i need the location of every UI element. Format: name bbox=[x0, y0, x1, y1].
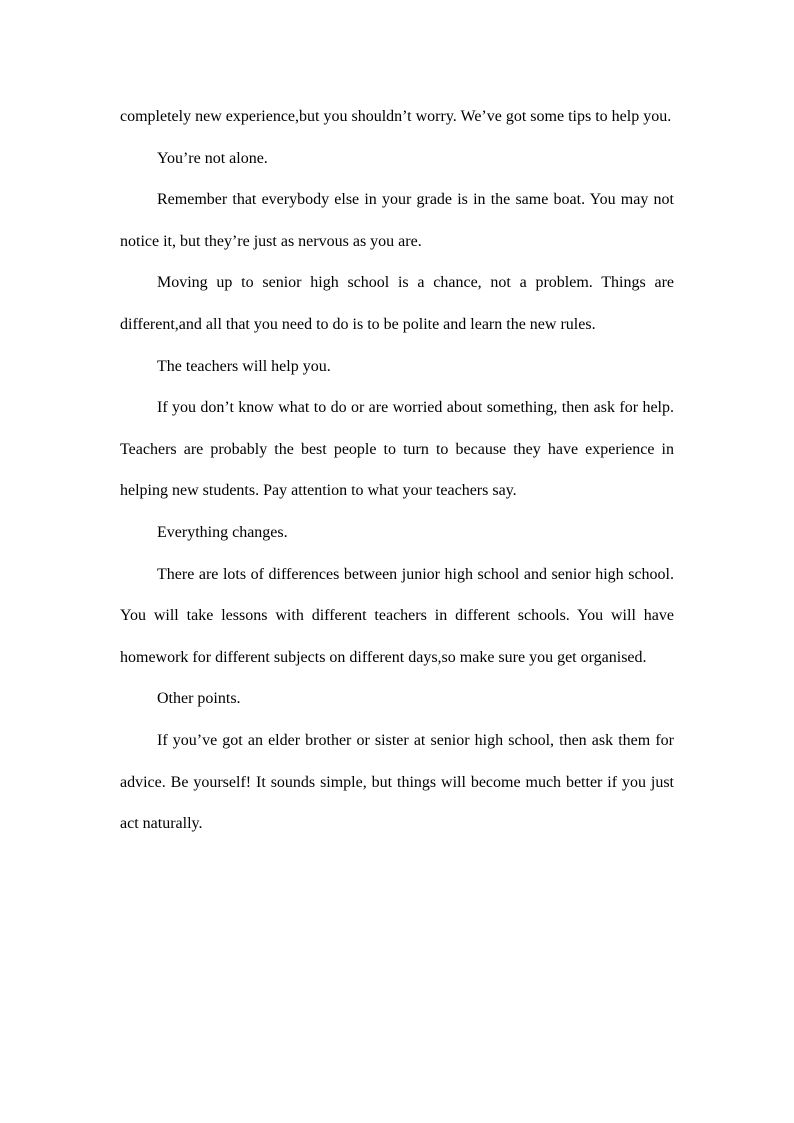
section-heading-other-points: Other points. bbox=[157, 690, 241, 708]
paragraph-differences: There are lots of differences between junior high school and senior high school. You will take lessons with different teachers in different schools. You will have homework for different subjects on different days,so make sure you get organised. bbox=[120, 565, 674, 666]
paragraph-same-boat: Remember that everybody else in your grade is in the same boat. You may not notice it, but they’re just as nervous as you are. bbox=[120, 191, 674, 250]
section-heading-changes: Everything changes. bbox=[157, 523, 288, 541]
document-body bbox=[120, 96, 674, 845]
section-heading-not-alone: You’re not alone. bbox=[157, 149, 268, 167]
paragraph-intro-continuation: completely new experience,but you shouldn’t worry. We’ve got some tips to help you. bbox=[120, 108, 672, 125]
paragraph-ask-for-help: If you don’t know what to do or are worried about something, then ask for help. Teachers are probably the best people to turn to because they have experience in helping new students. Pay attention to what your teachers say. bbox=[120, 399, 674, 500]
paragraph-chance-not-problem: Moving up to senior high school is a chance, not a problem. Things are different,and all that you need to do is to be polite and learn the new rules. bbox=[120, 274, 674, 333]
paragraph-advice: If you’ve got an elder brother or sister at senior high school, then ask them for advice. Be yourself! It sounds simple, but things will become much better if you just act naturally. bbox=[120, 731, 674, 833]
section-heading-teachers: The teachers will help you. bbox=[157, 357, 331, 375]
